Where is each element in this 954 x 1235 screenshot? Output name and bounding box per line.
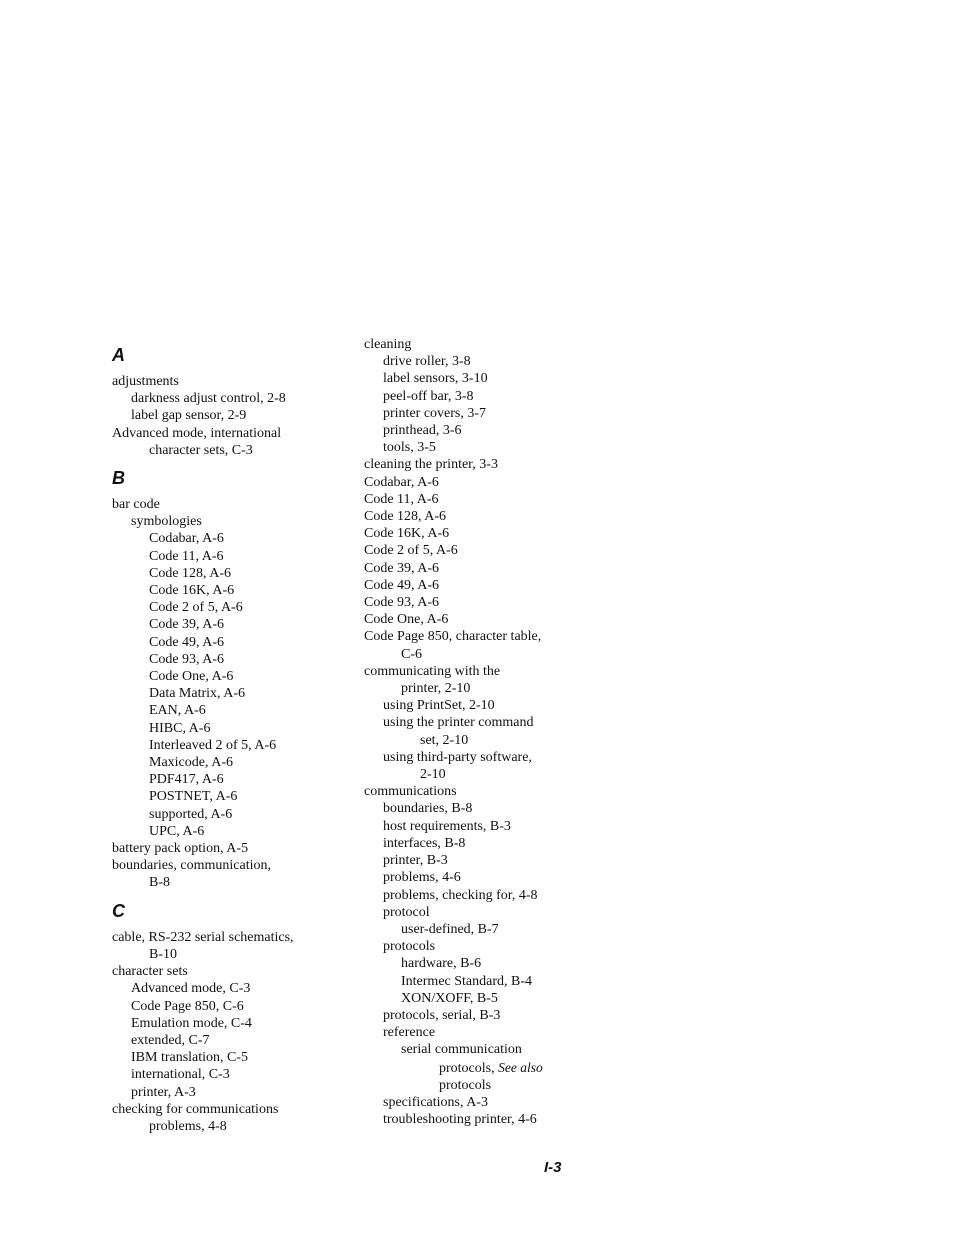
index-entry	[364, 628, 594, 645]
index-entry	[112, 929, 342, 946]
index-entry	[112, 616, 342, 633]
index-entry-text: protocols, serial, B-3	[383, 1007, 501, 1023]
index-entry	[364, 1111, 594, 1128]
index-entry	[112, 390, 342, 407]
index-entry	[112, 963, 342, 980]
index-entry	[112, 513, 342, 530]
index-entry	[364, 611, 594, 628]
index-letter-heading: A	[112, 345, 125, 365]
index-entry	[112, 1066, 342, 1083]
index-entry	[364, 732, 594, 749]
index-entry-text: international, C-3	[131, 1067, 230, 1083]
index-entry-text: protocols	[383, 939, 436, 955]
index-entry-text: Data Matrix, A-6	[149, 686, 246, 702]
see-also-reference: See also	[498, 1059, 543, 1075]
index-entry	[364, 800, 594, 817]
index-entry-text: interfaces, B-8	[383, 835, 466, 851]
index-entry	[112, 806, 342, 823]
index-entry	[364, 852, 594, 869]
index-entry	[364, 542, 594, 559]
index-entry-text: using third-party software,	[383, 749, 532, 765]
index-entry-text: cleaning the printer, 3-3	[364, 457, 498, 473]
index-entry	[364, 370, 594, 387]
index-entry	[112, 1101, 342, 1118]
index-entry-text: extended, C-7	[131, 1032, 210, 1048]
index-entry	[112, 754, 342, 771]
index-entry	[364, 766, 594, 783]
index-entry	[112, 874, 342, 891]
index-entry	[364, 818, 594, 835]
index-entry-text: hardware, B-6	[401, 956, 482, 972]
index-entry	[364, 921, 594, 938]
index-entry-text: HIBC, A-6	[149, 720, 211, 736]
index-entry-text: character sets	[112, 964, 188, 980]
index-entry	[364, 973, 594, 990]
index-entry-text: tools, 3-5	[383, 440, 436, 456]
index-entry	[112, 857, 342, 874]
index-column-left	[112, 336, 342, 1135]
index-entry	[364, 353, 594, 370]
index-entry-text: Code Page 850, character table,	[364, 629, 542, 645]
index-entry-text: protocol	[383, 904, 430, 920]
index-entry	[112, 407, 342, 424]
index-entry	[112, 685, 342, 702]
index-entry	[364, 714, 594, 731]
index-entry	[112, 425, 342, 442]
index-entry-text: serial communication	[401, 1042, 522, 1058]
index-entry	[364, 1094, 594, 1111]
index-entry-text: Code 93, A-6	[364, 595, 440, 611]
index-entry-text: Code 39, A-6	[364, 560, 440, 576]
index-entry	[112, 1032, 342, 1049]
index-entry-text: Code 2 of 5, A-6	[364, 543, 458, 559]
index-entry	[112, 668, 342, 685]
index-entry	[364, 887, 594, 904]
index-letter-heading: C	[112, 900, 125, 921]
index-entry	[364, 1024, 594, 1041]
index-entry-text: cable, RS-232 serial schematics,	[112, 929, 294, 945]
index-entry-text: communicating with the	[364, 663, 501, 679]
index-entry	[364, 955, 594, 972]
index-entry	[112, 720, 342, 737]
index-entry	[364, 646, 594, 663]
index-entry	[112, 582, 342, 599]
index-entry	[364, 456, 594, 473]
index-entry-text: Code 128, A-6	[149, 565, 232, 581]
index-entry-text: using PrintSet, 2-10	[383, 698, 495, 714]
index-entry	[112, 840, 342, 857]
index-entry-text: label gap sensor, 2-9	[131, 408, 247, 424]
index-entry	[364, 783, 594, 800]
index-entry-text: Code 39, A-6	[149, 617, 225, 633]
page-number: I-3	[544, 1159, 562, 1176]
index-entry	[112, 530, 342, 547]
index-entry-text: Maxicode, A-6	[149, 755, 233, 771]
index-entry-text: Codabar, A-6	[149, 531, 224, 547]
index-entry-text: Code 16K, A-6	[149, 583, 235, 599]
index-entry-text: problems, 4-8	[149, 1118, 227, 1134]
index-entry-text: Intermec Standard, B-4	[401, 973, 533, 989]
index-entry	[112, 565, 342, 582]
index-entry-text: Codabar, A-6	[364, 474, 439, 490]
index-entry-text: printer, B-3	[383, 853, 448, 869]
index-entry-text: Emulation mode, C-4	[131, 1015, 252, 1031]
index-entry-text: printhead, 3-6	[383, 423, 462, 439]
index-entry-text: protocols	[439, 1077, 492, 1093]
index-entry	[364, 439, 594, 456]
index-entry-text: Code 93, A-6	[149, 651, 225, 667]
index-entry	[364, 405, 594, 422]
index-entry-text: specifications, A-3	[383, 1094, 488, 1110]
index-entry	[364, 835, 594, 852]
index-entry-text: XON/XOFF, B-5	[401, 990, 498, 1006]
index-entry	[112, 373, 342, 390]
index-entry	[112, 998, 342, 1015]
index-entry-text: peel-off bar, 3-8	[383, 388, 474, 404]
index-entry-text: C-6	[401, 646, 422, 662]
index-column-right	[364, 336, 594, 1128]
index-entry-text: set, 2-10	[420, 732, 469, 748]
index-entry	[112, 496, 342, 513]
index-entry-text: printer, 2-10	[401, 681, 471, 697]
index-entry-text: Interleaved 2 of 5, A-6	[149, 737, 277, 753]
index-entry-text: Code One, A-6	[149, 669, 234, 685]
index-entry	[112, 980, 342, 997]
index-entry	[364, 938, 594, 955]
index-entry	[364, 663, 594, 680]
index-entry-text: boundaries, communication,	[112, 858, 272, 874]
index-entry	[112, 771, 342, 788]
index-entry-text: Advanced mode, international	[112, 425, 282, 441]
index-entry	[364, 577, 594, 594]
index-letter-heading: B	[112, 468, 125, 489]
index-entry-text: cleaning	[364, 337, 412, 352]
index-entry	[112, 651, 342, 668]
index-entry-text: supported, A-6	[149, 806, 233, 822]
index-entry	[112, 442, 342, 459]
index-entry-text: IBM translation, C-5	[131, 1050, 249, 1066]
index-entry	[364, 1059, 594, 1077]
index-entry-text: drive roller, 3-8	[383, 354, 471, 370]
index-entry-text: Code 49, A-6	[149, 634, 225, 650]
index-entry-text: PDF417, A-6	[149, 772, 224, 788]
index-entry	[364, 904, 594, 921]
index-entry-text: troubleshooting printer, 4-6	[383, 1112, 537, 1128]
index-entry-text: Code 128, A-6	[364, 509, 447, 525]
index-entry	[112, 946, 342, 963]
index-entry	[112, 548, 342, 565]
index-entry-text: bar code	[112, 497, 160, 513]
index-entry-text: checking for communications	[112, 1101, 279, 1117]
index-entry-text: Code 16K, A-6	[364, 526, 450, 542]
index-entry-text: reference	[383, 1025, 436, 1041]
index-entry	[364, 560, 594, 577]
index-entry	[364, 749, 594, 766]
index-entry	[112, 1049, 342, 1066]
index-entry-text: printer, A-3	[131, 1084, 196, 1100]
index-entry-text: character sets, C-3	[149, 442, 253, 458]
index-entry	[112, 788, 342, 805]
index-entry	[364, 680, 594, 697]
index-entry-text: Code Page 850, C-6	[131, 998, 244, 1014]
index-entry-text: Code 2 of 5, A-6	[149, 600, 243, 616]
index-entry	[112, 634, 342, 651]
index-entry	[112, 737, 342, 754]
index-entry-text: symbologies	[131, 514, 202, 530]
index-entry-text: darkness adjust control, 2-8	[131, 391, 286, 407]
index-entry-text: adjustments	[112, 374, 179, 389]
index-entry-text: B-10	[149, 946, 177, 962]
index-entry	[364, 422, 594, 439]
index-entry-text: problems, 4-6	[383, 870, 461, 886]
index-entry-text: UPC, A-6	[149, 823, 205, 839]
index-entry-text: Code 49, A-6	[364, 577, 440, 593]
index-entry-text: POSTNET, A-6	[149, 789, 238, 805]
index-entry	[112, 599, 342, 616]
index-entry	[364, 1077, 594, 1094]
index-entry	[364, 491, 594, 508]
index-entry-text: Code One, A-6	[364, 612, 449, 628]
index-entry-text: Advanced mode, C-3	[131, 981, 251, 997]
index-entry	[112, 1118, 342, 1135]
index-entry	[364, 1041, 594, 1058]
index-entry-text: Code 11, A-6	[364, 491, 439, 507]
index-entry-text: label sensors, 3-10	[383, 371, 488, 387]
index-entry-text: protocols,	[439, 1060, 499, 1076]
index-entry	[364, 525, 594, 542]
index-entry	[364, 474, 594, 491]
index-entry-text: battery pack option, A-5	[112, 841, 249, 857]
index-entry-text: using the printer command	[383, 715, 534, 731]
index-entry-text: problems, checking for, 4-8	[383, 887, 538, 903]
index-entry	[364, 594, 594, 611]
index-entry-text: host requirements, B-3	[383, 818, 511, 834]
index-entry	[364, 1007, 594, 1024]
index-entry	[112, 702, 342, 719]
index-entry	[364, 388, 594, 405]
index-entry	[364, 869, 594, 886]
index-entry	[364, 697, 594, 714]
index-entry-text: printer covers, 3-7	[383, 405, 487, 421]
index-entry	[364, 990, 594, 1007]
index-entry-text: user-defined, B-7	[401, 921, 499, 937]
index-entry-text: boundaries, B-8	[383, 801, 473, 817]
index-entry-text: EAN, A-6	[149, 703, 206, 719]
index-entry-text: Code 11, A-6	[149, 548, 224, 564]
index-entry	[112, 1084, 342, 1101]
index-entry-text: 2-10	[420, 767, 446, 783]
index-entry	[112, 1015, 342, 1032]
index-entry-text: B-8	[149, 875, 170, 891]
index-entry-text: communications	[364, 784, 457, 800]
index-entry	[364, 336, 594, 353]
index-entry	[112, 823, 342, 840]
index-entry	[364, 508, 594, 525]
